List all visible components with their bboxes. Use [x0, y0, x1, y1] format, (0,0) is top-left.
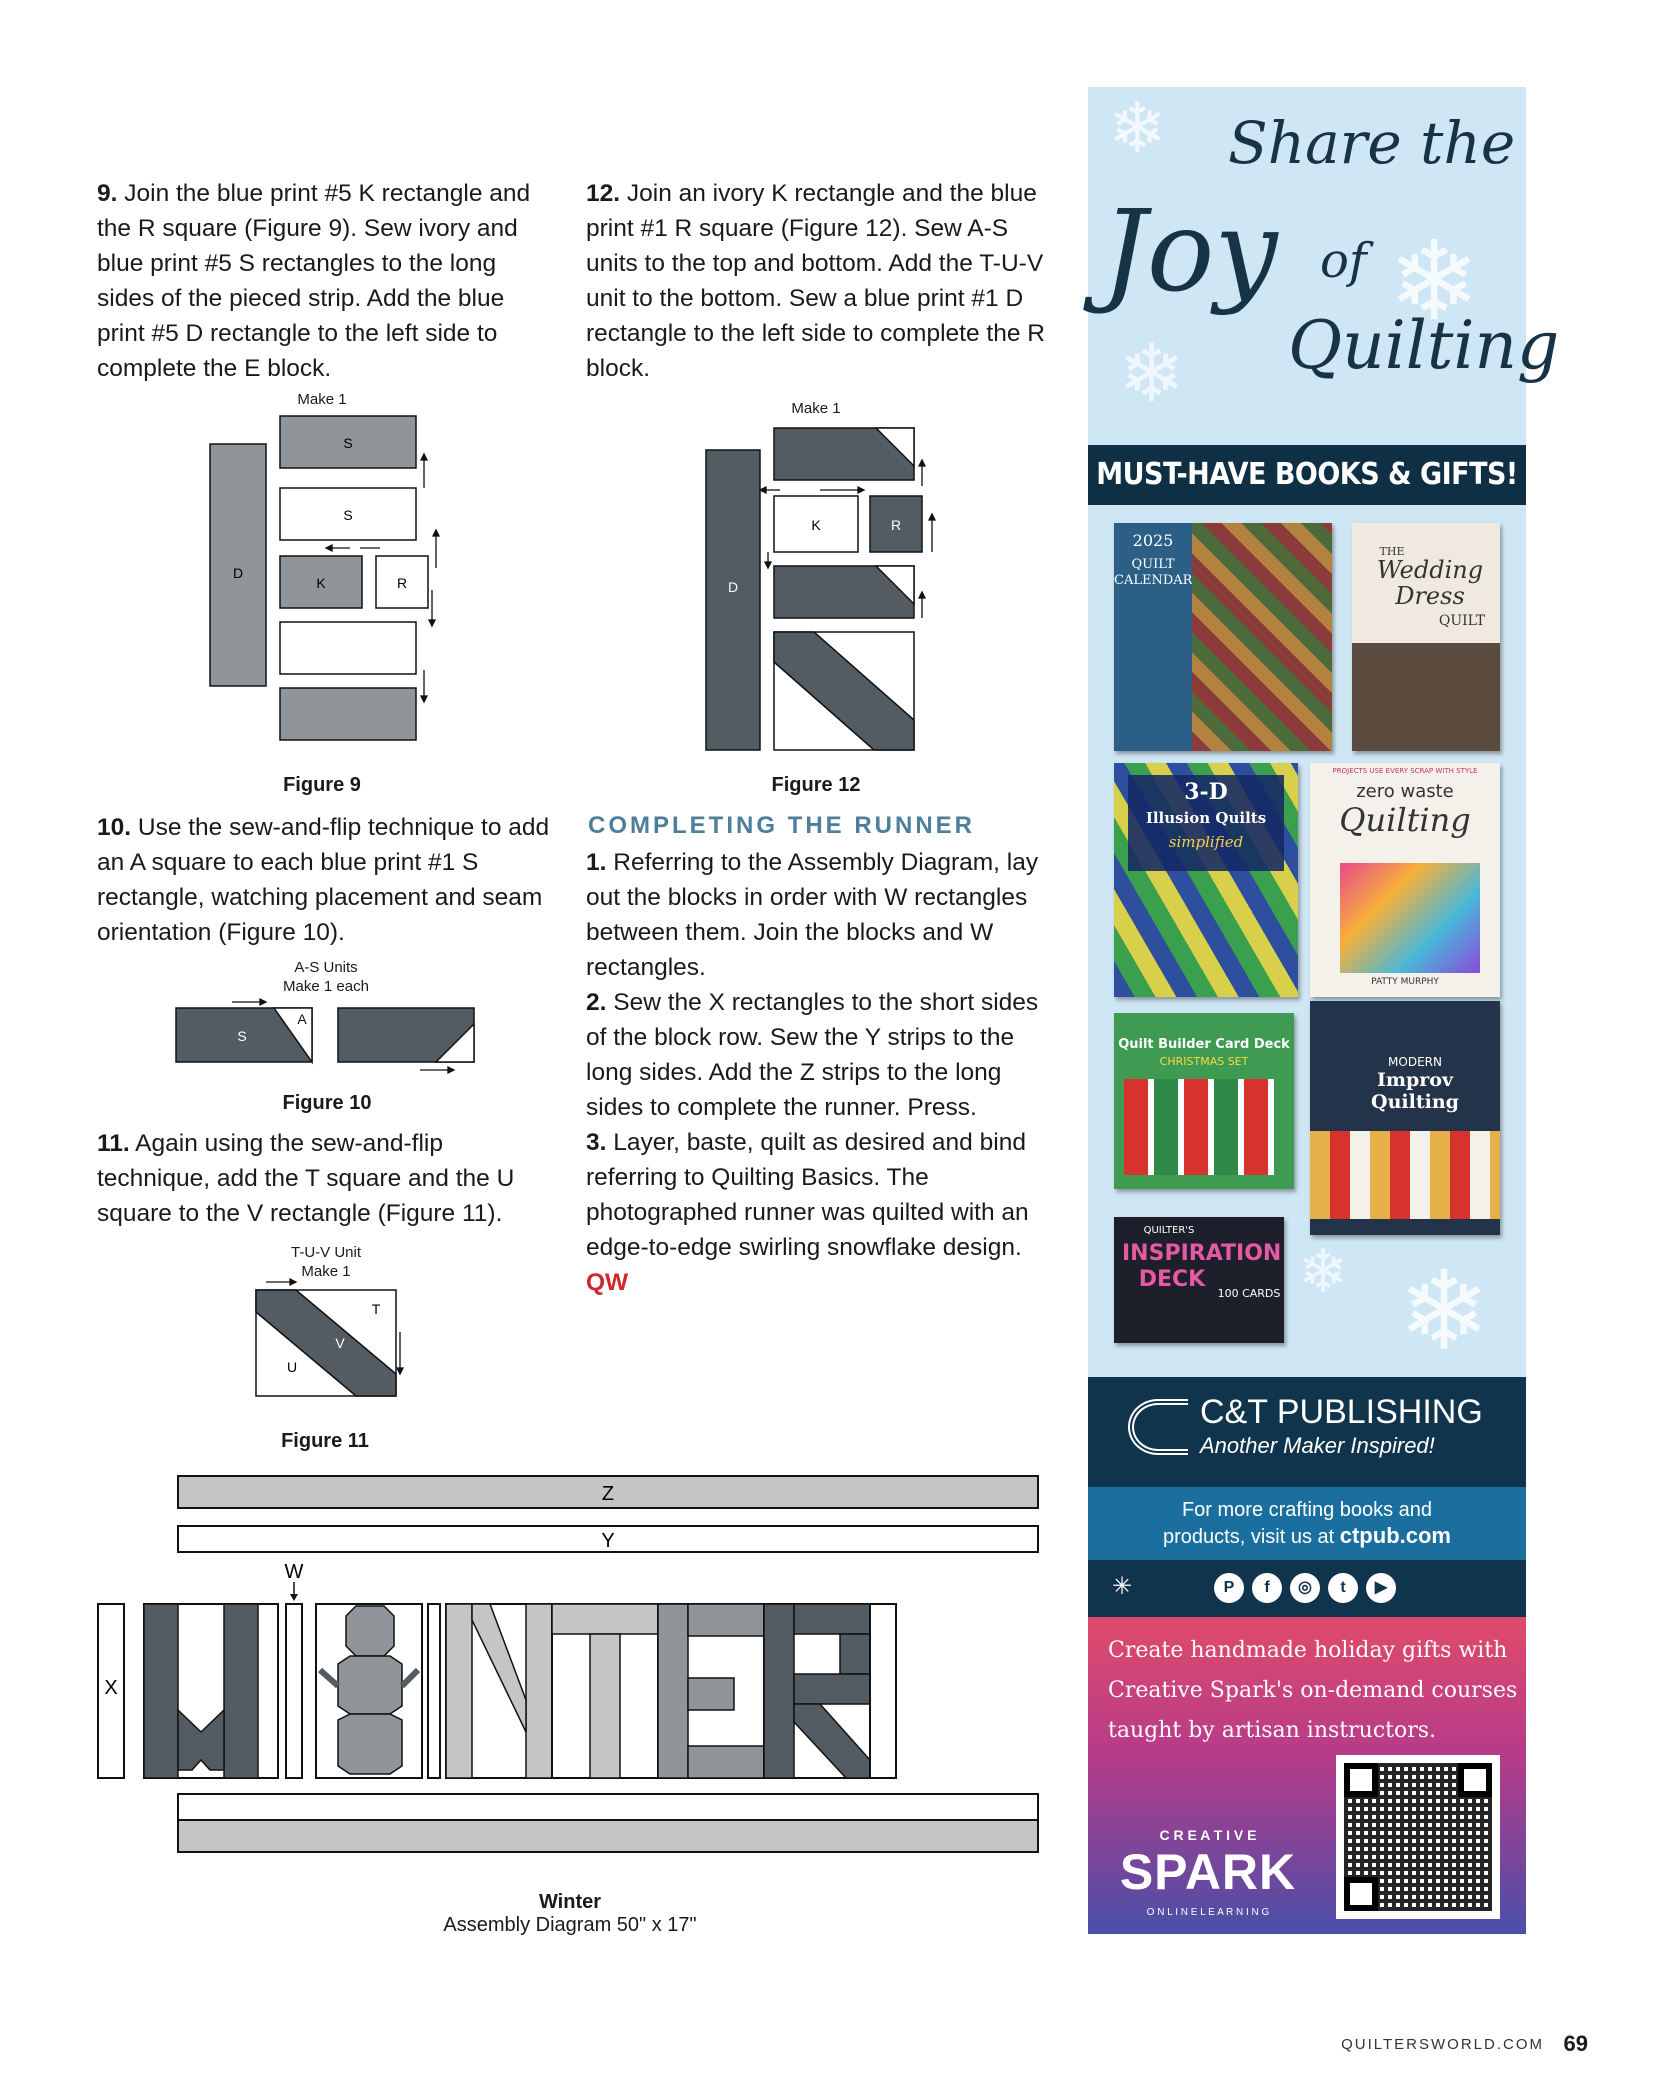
- social-bar: [1088, 1560, 1526, 1617]
- illusion-sub: simplified: [1168, 833, 1244, 851]
- instagram-icon[interactable]: ◎: [1290, 1573, 1320, 1603]
- qr-code[interactable]: [1336, 1755, 1500, 1919]
- figure-11-make: Make 1: [301, 1263, 351, 1280]
- snowflake-icon: ❄: [1398, 1250, 1491, 1373]
- snowflake-icon: ❄: [1118, 329, 1186, 418]
- figure-12-diagram: [700, 420, 940, 760]
- step-10: [97, 810, 557, 950]
- wedding-title: Wedding Dress: [1376, 556, 1484, 610]
- inspo-cards: 100 CARDS: [1217, 1287, 1281, 1300]
- sidebar-ad: [1088, 87, 1560, 1934]
- ct-web-url[interactable]: ctpub.com: [1339, 1523, 1451, 1548]
- step-number: 12.: [586, 180, 621, 207]
- deck-title: Quilt Builder Card Deck: [1118, 1037, 1290, 1052]
- zero-top: PROJECTS USE EVERY SCRAP WITH STYLE: [1332, 767, 1478, 775]
- step-9: [97, 176, 557, 386]
- label-d: D: [232, 565, 244, 581]
- figure-11-diagram: [252, 1272, 412, 1402]
- step-text: Use the sew-and-flip technique to add an A square to each blue print #1 S rectangle, watching placement and seam orientation (Figure 10).: [97, 814, 550, 946]
- inspo-title: INSPIRATION DECK: [1122, 1241, 1282, 1292]
- sparkle-icon: ✳: [1112, 1573, 1133, 1600]
- step-text: Sew the X rectangles to the short sides of the block row. Sew the Y strips to the long sides. Add the Z strips to the long sides to complete the runner. Press.: [586, 989, 1039, 1121]
- label-s2: S: [343, 507, 353, 523]
- zero-quilting: Quilting: [1339, 801, 1471, 839]
- step-11: [97, 1126, 557, 1231]
- step-number: 9.: [97, 180, 118, 207]
- zero-title: zero waste: [1356, 781, 1454, 802]
- ct-website-panel: [1088, 1487, 1526, 1560]
- book-card-deck[interactable]: [1114, 1013, 1294, 1189]
- figure-9-make: Make 1: [297, 391, 347, 408]
- assembly-title: Winter: [538, 1891, 602, 1913]
- spark-online: O N L I N E L E A R N I N G: [1146, 1907, 1270, 1918]
- step-12: [586, 176, 1046, 386]
- label-y: Y: [601, 1530, 615, 1552]
- piece-ivory-bottom: [280, 622, 416, 674]
- book-quilt-calendar[interactable]: [1114, 523, 1332, 751]
- book-zero-waste[interactable]: [1310, 763, 1500, 997]
- label-a: A: [297, 1011, 307, 1027]
- improv-title: Improv Quilting: [1371, 1069, 1459, 1113]
- figure-12-make: Make 1: [791, 400, 841, 417]
- label-d: D: [727, 579, 739, 595]
- book-modern-improv[interactable]: [1310, 1001, 1500, 1235]
- label-z: Z: [601, 1483, 615, 1505]
- book-3d-illusion[interactable]: [1114, 763, 1298, 997]
- label-v: V: [335, 1335, 345, 1351]
- calendar-title: QUILT CALENDAR: [1114, 557, 1193, 588]
- label-k: K: [316, 575, 326, 591]
- pinterest-icon[interactable]: P: [1214, 1573, 1244, 1603]
- inspiration-deck[interactable]: [1114, 1217, 1284, 1343]
- figure-10-caption: Figure 10: [282, 1092, 372, 1114]
- ct-publishing-panel: [1088, 1377, 1526, 1487]
- illusion-title: Illusion Quilts: [1145, 809, 1267, 827]
- ct-tagline: Another Maker Inspired!: [1200, 1433, 1435, 1458]
- title-of: of: [1320, 233, 1367, 289]
- book-wedding-dress[interactable]: [1352, 523, 1500, 751]
- figure-9-diagram: [200, 408, 450, 748]
- label-s: S: [237, 1028, 247, 1044]
- step-text: Join an ivory K rectangle and the blue print #1 R square (Figure 12). Sew A-S units to the top and bottom. Add the T-U-V unit to the bottom. Sew a blue print #1 D rectangle to the left side to complete the R block.: [586, 180, 1045, 382]
- illusion-3d: 3-D: [1184, 779, 1228, 805]
- figure-11-title: T-U-V Unit: [290, 1244, 361, 1261]
- facebook-icon[interactable]: f: [1252, 1573, 1282, 1603]
- section-heading: COMPLETING THE RUNNER: [588, 812, 975, 839]
- creative-spark-panel: [1088, 1617, 1526, 1934]
- deck-sub: CHRISTMAS SET: [1159, 1055, 1249, 1068]
- improv-modern: MODERN: [1388, 1055, 1442, 1069]
- figure-11-caption: Figure 11: [281, 1430, 369, 1452]
- step-number: 2.: [586, 989, 607, 1016]
- label-k: K: [811, 517, 821, 533]
- piece-gray-bottom: [280, 688, 416, 740]
- label-x: X: [104, 1677, 118, 1699]
- figure-10-title: A-S Units: [294, 959, 358, 976]
- title-share: Share the: [1228, 109, 1516, 177]
- wedding-the: THE: [1379, 545, 1405, 558]
- title-quilting: Quilting: [1288, 307, 1560, 384]
- snowflake-icon: ❄: [1298, 1238, 1349, 1305]
- books-banner: MUST-HAVE BOOKS & GIFTS!: [1088, 445, 1526, 505]
- twitter-icon[interactable]: t: [1328, 1573, 1358, 1603]
- snowflake-icon: ❄: [1108, 89, 1167, 167]
- step-number: 11.: [97, 1130, 130, 1157]
- ct-logo-icon: [1128, 1399, 1188, 1455]
- label-w: W: [284, 1561, 304, 1583]
- spark-creative: C R E A T I V E: [1159, 1827, 1257, 1843]
- figure-10-make: Make 1 each: [283, 978, 369, 995]
- figure-10-diagram: [170, 998, 480, 1078]
- ct-name: C&T PUBLISHING: [1200, 1393, 1483, 1431]
- ct-web-line2: products, visit us at: [1163, 1526, 1340, 1548]
- spark-text: Create handmade holiday gifts with Creative Spark's on-demand courses taught by artisan instructors.: [1108, 1638, 1518, 1743]
- step-text: Join the blue print #5 K rectangle and the R square (Figure 9). Sew ivory and blue print #5 S rectangles to the long sides of the pieced strip. Add the blue print #5 D rectangle to the left side to complete the E block.: [97, 180, 531, 382]
- step-text: Again using the sew-and-flip technique, add the T square and the U square to the V rectangle (Figure 11).: [97, 1130, 515, 1227]
- label-r: R: [396, 575, 408, 591]
- step-number: 3.: [586, 1129, 607, 1156]
- step-number: 1.: [586, 849, 607, 876]
- label-r: R: [890, 517, 902, 533]
- spark-word: SPARK: [1119, 1844, 1297, 1900]
- footer-site: QUILTERSWORLD.COM: [1341, 2036, 1544, 2053]
- label-s1: S: [343, 435, 353, 451]
- wedding-quilt: QUILT: [1438, 613, 1486, 629]
- inspo-top: QUILTER'S: [1143, 1225, 1195, 1236]
- assembly-subtitle: Assembly Diagram 50" x 17": [443, 1914, 697, 1936]
- step-text: Referring to the Assembly Diagram, lay out the blocks in order with W rectangles between them. Join the blocks and W rectangles.: [586, 849, 1039, 981]
- youtube-icon[interactable]: ▶: [1366, 1573, 1396, 1603]
- qw-end-mark: QW: [586, 1269, 629, 1296]
- page-number: 69: [1563, 2031, 1588, 2056]
- step-text: Layer, baste, quilt as desired and bind referring to Quilting Basics. The photographed runner was quilted with an edge-to-edge swirling snowflake design.: [586, 1129, 1029, 1261]
- figure-9-caption: Figure 9: [283, 774, 361, 796]
- step-number: 10.: [97, 814, 132, 841]
- zero-author: PATTY MURPHY: [1371, 977, 1439, 987]
- assembly-diagram: [94, 1470, 1054, 1860]
- ct-web-line1: For more crafting books and: [1181, 1499, 1433, 1521]
- runner-steps: [586, 845, 1056, 1300]
- label-t: T: [371, 1301, 381, 1317]
- figure-12-caption: Figure 12: [771, 774, 861, 796]
- snowflake-icon: ❄: [1388, 220, 1481, 343]
- label-u: U: [286, 1359, 298, 1375]
- title-joy: Joy: [1102, 187, 1278, 317]
- calendar-year: 2025: [1132, 531, 1174, 550]
